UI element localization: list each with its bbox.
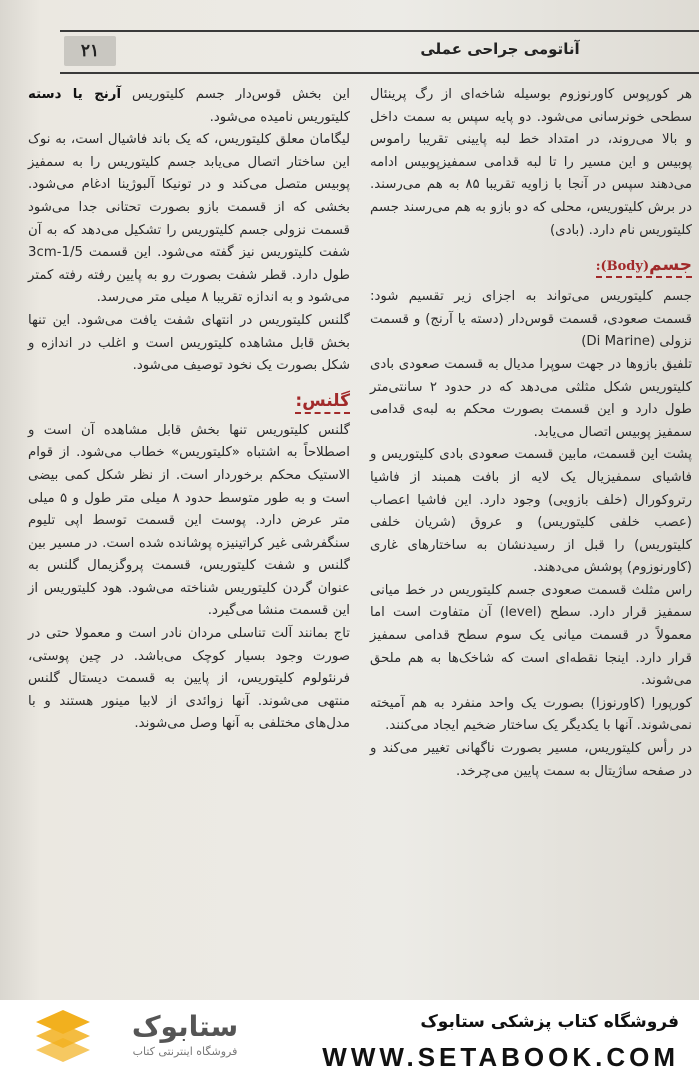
paragraph: تلفیق بازوها در جهت سوپرا مدیال به قسمت صعودی بادی کلیتوریس شکل مثلثی می‌دهد که در حدود ۲ سانتی‌متر طول دارد و این قسمت بصورت محکم به لبه‌ی قدامی سمفیز پوبیس اتصال می‌یابد. bbox=[370, 356, 693, 440]
heading-latin: (Body): bbox=[595, 259, 650, 275]
left-column bbox=[28, 84, 350, 736]
store-logo bbox=[105, 1010, 265, 1060]
section-heading-body bbox=[370, 250, 692, 282]
page-number: ۲۱ bbox=[64, 36, 116, 66]
paragraph: پشت این قسمت، مابین قسمت صعودی بادی کلیتوریس و فاشیای سمفیزیال یک لایه از بافت همبند از فاشیا رتروکورال (خلف بازویی) وجود دارد. این فاشیا اعصاب (عصب خلفی کلیتوریس) و عروق (شریان خلفی کلیتوریس) را قبل از رسیدنشان به ساختارهای غاری (کاورنوزوم) پوشش می‌دهند. bbox=[370, 447, 692, 576]
paragraph: لیگامان معلق کلیتوریس، که یک باند فاشیال است، به نوک این ساختار اتصال می‌یابد جسم کلیتوریس را به سمفیز پوبیس متصل می‌کند و در تونیکا آلبوژینا ادغام می‌شود. بخشی که از قسمت بازو بصورت تحتانی جدا می‌شود قسمت نزولی جسم کلیتوریس را تشکیل می‌دهد که به آن شفت کلیتوریس نیز گفته می‌شود. این قسمت 1/5-3cm طول دارد. قطر شفت بصورت رو به پایین رفته رفته کمتر می‌شود و به اندازه تقریبا ۸ میلی متر می‌رسد. bbox=[28, 132, 350, 306]
logo-brand: ستابوک bbox=[131, 1010, 239, 1043]
heading-text: گلنس: bbox=[295, 391, 350, 414]
bold-text: آرنج یا دسته bbox=[28, 87, 122, 102]
paragraph: هر کورپوس کاورنوزوم بوسیله شاخه‌ای از رگ پرینئال سطحی خونرسانی می‌شود. دو پایه سپس به سمت داخل و بالا می‌روند، در امتداد خط لبه پایینی تقریبا راموس پوبیس و این مسیر را تا لبه قدامی سمفیزپوبیس ادامه می‌دهند سپس در آنجا با زاویه تقریبا ۸۵ به هم می‌رسند. در برش کلیتوریس، محلی که دو بازو به هم می‌رسند جسم کلیتوریس نام دارد. (بادی) bbox=[370, 87, 693, 238]
store-name: فروشگاه کتاب پزشکی ستابوک bbox=[420, 1012, 679, 1032]
paragraph: جسم کلیتوریس می‌تواند به اجزای زیر تقسیم شود: قسمت صعودی، قسمت قوس‌دار (دسته یا آرنج) و قسمت نزولی (Di Marine) bbox=[370, 289, 692, 350]
paragraph: در رأس کلیتوریس، مسیر بصورت ناگهانی تغییر می‌کند و در صفحه ساژیتال به سمت پایین می‌چرخد. bbox=[370, 741, 692, 779]
paragraph: گلنس کلیتوریس تنها بخش قابل مشاهده آن است و اصطلاحاً به اشتباه «کلیتوریس» خطاب می‌شود. از قوام الاستیک محکم برخوردار است. از نظر شکل کمی بیضی است و به طور متوسط حدود ۸ میلی متر طول و ۵ میلی متر عرض دارد. پوست این قسمت توسط اپی تلیوم سنگفرشی غیر کراتینیزه پوشانده شده است. در مسیر بین گلنس و شفت کلیتوریس، قسمت پروگزیمال گلنس به عنوان گردن کلیتوریس شناخته می‌شود. هود کلیتوریس از این قسمت منشا می‌گیرد. bbox=[28, 422, 350, 619]
paragraph: کورپورا (کاورنوزا) بصورت یک واحد منفرد به هم آمیخته نمی‌شوند. آنها با یکدیگر یک ساختار ضخیم ایجاد می‌کنند. bbox=[370, 695, 692, 734]
paragraph: گلنس کلیتوریس در انتهای شفت یافت می‌شود. این تنها بخش قابل مشاهده کلیتوریس است و اغلب در اندازه و شکل بصورت یک نخود توصیف می‌شود. bbox=[28, 312, 350, 374]
paragraph: تاج بمانند آلت تناسلی مردان نادر است و معمولا حتی در صورت وجود بسیار کوچک می‌باشد. در چین پوستی، فرنئولوم کلیتوریس، از پایین به قسمت دیستال گلنس منتهی می‌شوند. آنها زوائدی از لابیا مینور هستند و با مدل‌های مختلفی به آنها وصل می‌شوند. bbox=[28, 626, 350, 732]
paragraph bbox=[28, 84, 350, 129]
store-url[interactable]: WWW.SETABOOK.COM bbox=[322, 1042, 679, 1072]
right-column bbox=[370, 84, 692, 783]
logo-tagline: فروشگاه اینترنتی کتاب bbox=[132, 1045, 238, 1058]
text-run: این بخش قوس‌دار جسم کلیتوریس bbox=[132, 87, 350, 102]
text-run: کلیتوریس نامیده می‌شود. bbox=[209, 109, 350, 125]
book-title: آناتومی جراحی عملی bbox=[420, 40, 580, 58]
page-header bbox=[60, 30, 699, 74]
book-stack-icon bbox=[28, 1008, 98, 1072]
section-heading-glans bbox=[28, 386, 350, 416]
store-footer-banner bbox=[0, 1000, 699, 1080]
paragraph: راس مثلث قسمت صعودی جسم کلیتوریس در خط میانی سمفیز قرار دارد. سطح (level) آن متفاوت است اما معمولاً در قسمت میانی یک سوم سطح قدامی سمفیز قرار دارد. اینجا نقطه‌ای است که شاخک‌ها به هم ملحق می‌شوند. bbox=[370, 582, 693, 689]
heading-text: جسم bbox=[649, 255, 692, 276]
